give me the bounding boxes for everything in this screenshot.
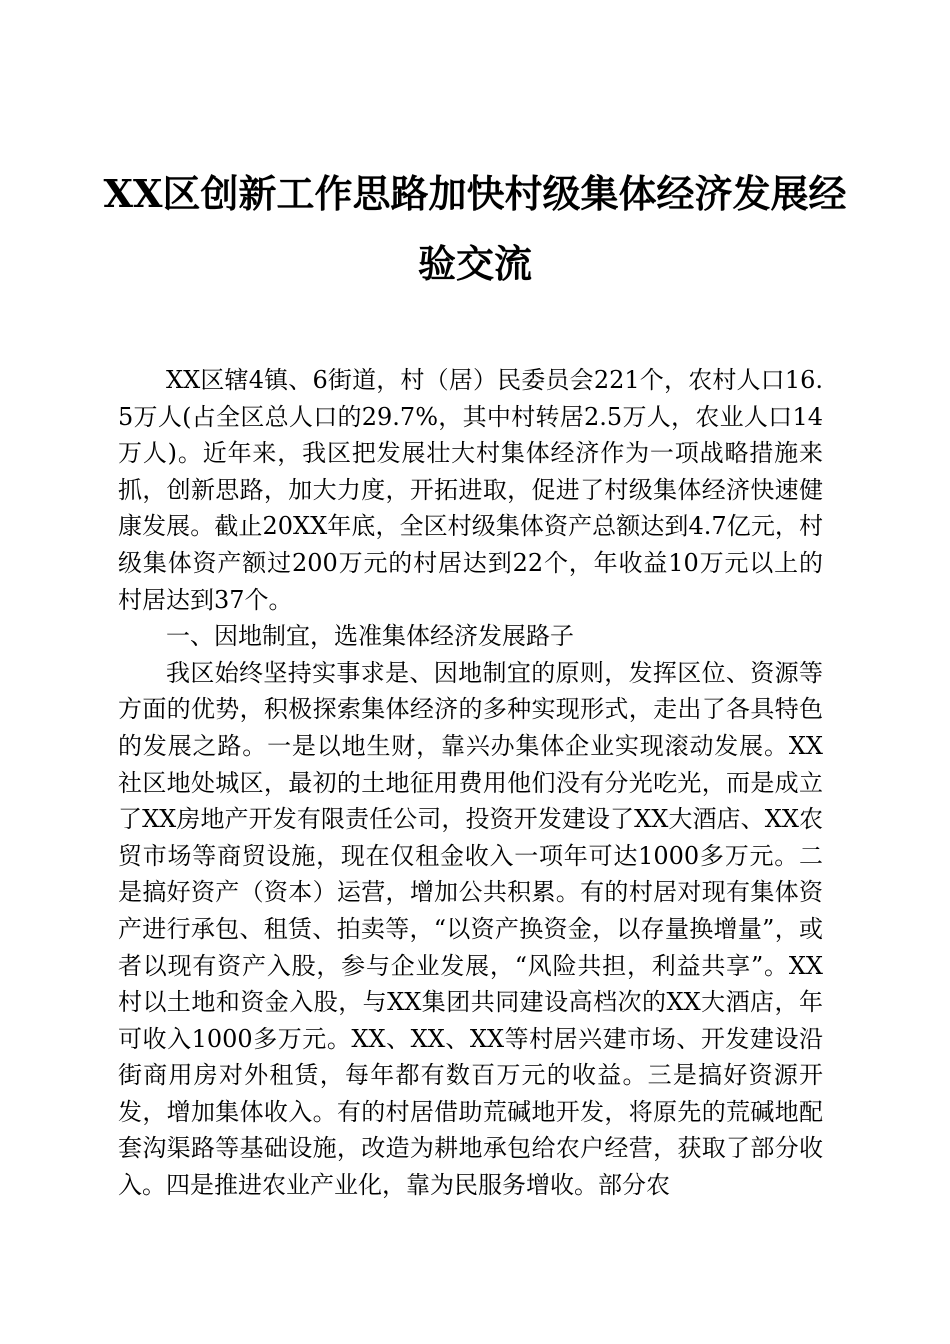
paragraph-section-1: 我区始终坚持实事求是、因地制宜的原则，发挥区位、资源等方面的优势，积极探索集体经济的多种实现形式，走出了各具特色的发展之路。一是以地生财，靠兴办集体企业实现滚动发展。XX社区地处城区，最初的土地征用费用他们没有分光吃光，而是成立了XX房地产开发有限责任公司，投资开发建设了XX大酒店、XX农贸市场等商贸设施，现在仅租金收入一项年可达1000多万元。二是搞好资产（资本）运营，增加公共积累。有的村居对现有集体资产进行承包、租赁、拍卖等，“以资产换资金，以存量换增量”，或者以现有资产入股，参与企业发展，“风险共担，利益共享”。XX村以土地和资金入股，与XX集团共同建设高档次的XX大酒店，年可收入1000多万元。XX、XX、XX等村居兴建市场、开发建设沿街商用房对外租赁，每年都有数百万元的收益。三是搞好资源开发，增加集体收入。有的村居借助荒碱地开发，将原先的荒碱地配套沟渠路等基础设施，改造为耕地承包给农户经营，获取了部分收入。四是推进农业产业化，靠为民服务增收。部分农	[118, 658, 823, 1200]
document-title-line-1: XX区创新工作思路加快村级集体经济发展经	[103, 171, 847, 216]
document-body	[118, 362, 823, 1204]
section-heading-1: 一、因地制宜，选准集体经济发展路子	[166, 622, 574, 651]
paragraph-intro: XX区辖4镇、6街道，村（居）民委员会221个，农村人口16.5万人(占全区总人口的29.7%，其中村转居2.5万人，农业人口14万人)。近年来，我区把发展壮大村集体经济作为一项战略措施来抓，创新思路，加大力度，开拓进取，促进了村级集体经济快速健康发展。截止20XX年底，全区村级集体资产总额达到4.7亿元，村级集体资产额过200万元的村居达到22个，年收益10万元以上的村居达到37个。	[118, 366, 823, 614]
document-title-line-2: 验交流	[417, 241, 532, 286]
